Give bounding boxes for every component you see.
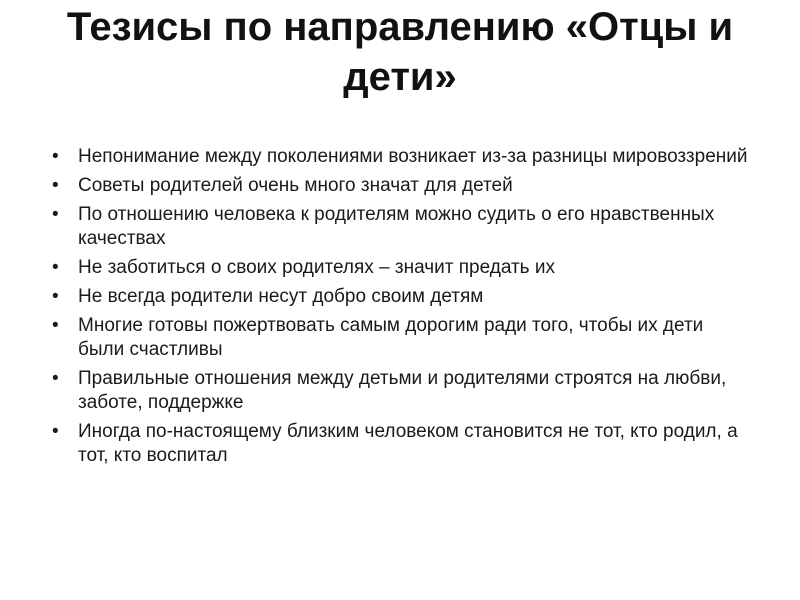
bullet-text: Правильные отношения между детьми и родителями строятся на любви, заботе, поддержке bbox=[78, 368, 727, 413]
bullet-marker: • bbox=[52, 257, 59, 278]
bullet-marker: • bbox=[52, 421, 59, 442]
bullet-marker: • bbox=[52, 146, 59, 167]
list-item bbox=[50, 174, 750, 198]
bullet-marker: • bbox=[52, 204, 59, 225]
bullet-marker: • bbox=[52, 368, 59, 389]
bullet-text: Не всегда родители несут добро своим детям bbox=[78, 286, 484, 307]
bullet-text: Советы родителей очень много значат для детей bbox=[78, 175, 513, 196]
list-item bbox=[50, 256, 750, 280]
bullet-marker: • bbox=[52, 175, 59, 196]
bullet-text: По отношению человека к родителям можно судить о его нравственных качествах bbox=[78, 204, 715, 249]
bullet-marker: • bbox=[52, 286, 59, 307]
list-item bbox=[50, 145, 750, 169]
bullet-text: Не заботиться о своих родителях – значит предать их bbox=[78, 257, 555, 278]
bullet-text: Иногда по-настоящему близким человеком становится не тот, кто родил, а тот, кто воспитал bbox=[78, 421, 738, 466]
list-item bbox=[50, 367, 750, 415]
list-item bbox=[50, 285, 750, 309]
bullet-marker: • bbox=[52, 315, 59, 336]
list-item bbox=[50, 203, 750, 251]
list-item bbox=[50, 420, 750, 468]
bullet-list bbox=[50, 145, 750, 473]
list-item bbox=[50, 314, 750, 362]
bullet-text: Непонимание между поколениями возникает из-за разницы мировоззрений bbox=[78, 146, 748, 167]
bullet-text: Многие готовы пожертвовать самым дорогим ради того, чтобы их дети были счастливы bbox=[78, 315, 704, 360]
slide-title: Тезисы по направлению «Отцы и дети» bbox=[66, 5, 734, 99]
